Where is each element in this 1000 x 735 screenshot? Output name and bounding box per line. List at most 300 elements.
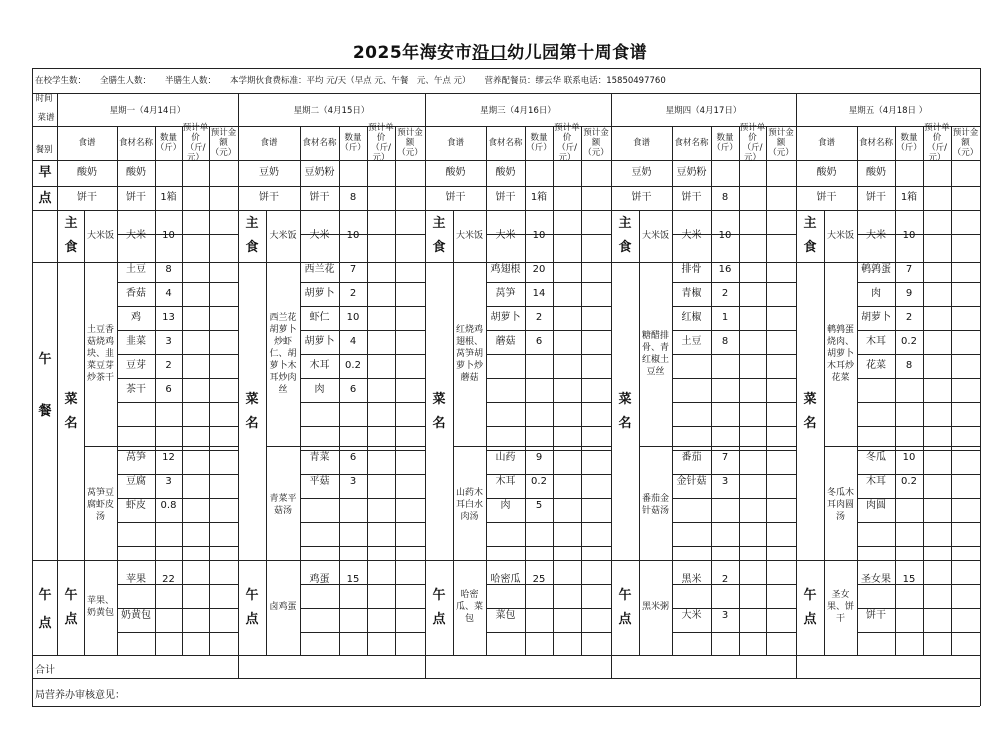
grid-line [395,126,396,655]
quantity: 7 [905,264,913,275]
ingredient: 冬瓜 [866,452,886,463]
ingredient: 豆奶粉 [676,167,707,178]
ingredient: 大米 [681,230,702,241]
dish-label: 名 [803,416,817,431]
dish-recipe: 鹌鹑蛋烧肉、胡萝卜木耳炒花菜 [827,325,855,383]
grid-line [300,546,425,547]
col-header: 预计金额（元） [397,128,423,158]
quantity: 6 [349,452,357,463]
grid-line [486,498,611,499]
dish-recipe: 土豆香菇烧鸡块、韭菜豆芽炒茶干 [87,325,115,383]
snack-recipe: 哈密瓜、菜包 [456,590,484,624]
grid-line [980,93,981,678]
snack-label: 午 [245,588,259,603]
grid-line [525,126,526,655]
staple-recipe: 大米饭 [269,231,297,241]
grid-line [486,306,611,307]
grid-line [300,426,425,427]
grid-line [209,126,210,655]
snack-label: 午 [432,588,446,603]
ingredient: 饼干 [681,192,702,203]
quantity: 7 [349,264,357,275]
staple-recipe: 大米饭 [455,231,483,241]
grid-line [672,426,796,427]
grid-line [672,546,796,547]
ingredient: 鸡 [131,312,141,323]
quantity: 4 [349,336,357,347]
col-header: 预计单价（斤/元） [924,123,950,163]
col-header: 数量（斤） [155,133,182,153]
quantity: 8 [905,360,913,371]
ingredient: 黑米 [681,574,702,585]
grid-line [425,93,426,678]
meal-label: 点 [38,616,52,631]
grid-line [32,706,980,707]
quantity: 15 [902,574,916,585]
grid-line [486,282,611,283]
quantity: 2 [721,574,729,585]
grid-line [857,306,980,307]
grid-line [639,210,640,655]
grid-line [611,93,612,678]
grid-line [300,354,425,355]
snack-recipe: 圣女果、饼干 [827,590,855,624]
staple-recipe: 大米饭 [641,231,669,241]
grid-line [300,474,425,475]
ingredient: 苹果 [126,574,146,585]
breakfast-recipe: 豆奶 [631,167,652,178]
ingredient: 哈密瓜 [490,574,521,585]
dish-recipe: 红烧鸡翅根、莴笋胡萝卜炒蘑菇 [456,325,484,383]
grid-line [32,68,980,69]
grid-line [300,306,425,307]
dish-label: 菜 [64,392,78,407]
grid-line [824,210,825,655]
grid-line [486,354,611,355]
ingredient: 青菜 [309,452,330,463]
day-header: 星期一（4月14日） [109,106,186,116]
dish-recipe: 莴笋豆腐虾皮汤 [87,488,115,522]
ingredient: 平菇 [309,476,330,487]
quantity: 10 [902,452,916,463]
staple-label: 食 [64,240,78,255]
breakfast-recipe: 酸奶 [77,167,97,178]
ingredient: 胡萝卜 [304,288,335,299]
grid-line [300,522,425,523]
grid-line [857,498,980,499]
grid-line [672,474,796,475]
quantity: 6 [165,384,172,395]
grid-line [32,93,980,94]
col-header: 食谱 [260,138,278,148]
col-header: 预计金额（元） [952,128,979,158]
grid-line [117,450,238,451]
grid-line [486,546,611,547]
ingredient: 大米 [681,610,702,621]
grid-line [857,354,980,355]
dish-label: 菜 [618,392,632,407]
grid-line [857,522,980,523]
grid-line [486,632,611,633]
quantity: 2 [905,312,913,323]
col-header: 食材名称 [302,138,337,148]
col-header: 食材名称 [674,138,709,148]
grid-line [117,546,238,547]
meal-label: 餐 [38,404,52,419]
staple-recipe: 大米饭 [826,231,854,241]
dish-label: 名 [618,416,632,431]
breakfast-recipe: 饼干 [445,192,466,203]
grid-line [857,126,858,655]
quantity: 1 [721,312,729,323]
grid-line [486,522,611,523]
grid-line [266,210,267,655]
snack-recipe: 黑米粥 [642,602,670,612]
snack-label: 点 [803,612,817,627]
grid-line [32,126,980,127]
grid-line [486,378,611,379]
col-header: 数量（斤） [340,133,366,153]
grid-line [117,330,238,331]
grid-line [672,402,796,403]
snack-label: 午 [618,588,632,603]
grid-line [117,632,238,633]
grid-line [117,608,238,609]
grid-line [300,402,425,403]
ingredient: 酸奶 [495,167,516,178]
grid-line [581,126,582,655]
ingredient: 胡萝卜 [861,312,891,323]
ingredient: 饼干 [495,192,516,203]
dish-label: 菜 [432,392,446,407]
ingredient: 大米 [495,230,516,241]
ingredient: 大米 [866,230,886,241]
ingredient: 豆芽 [126,360,146,371]
quantity: 2 [535,312,543,323]
total-label: 合计 [35,665,55,676]
breakfast-recipe: 饼干 [259,192,279,203]
grid-line [300,498,425,499]
page-title: 2025年海安市沿口幼儿园第十周食谱 [352,43,648,63]
info-item: 全膳生人数： [100,76,152,86]
breakfast-recipe: 饼干 [816,192,837,203]
grid-line [300,126,301,655]
staple-label: 食 [432,240,446,255]
ingredient: 红椒 [681,312,702,323]
meal-label: 点 [38,191,52,206]
corner-label: 时间 [35,94,53,104]
dish-label: 名 [245,416,259,431]
grid-line [857,450,980,451]
quantity: 4 [165,288,172,299]
breakfast-recipe: 酸奶 [816,167,837,178]
info-item: 本学期伙食费标准：平均 元/天（早点 元、午餐 元、午点 元） [230,76,471,86]
grid-line [553,126,554,655]
ingredient: 韭菜 [126,336,146,347]
grid-line [672,378,796,379]
ingredient: 饼干 [866,192,886,203]
breakfast-recipe: 豆奶 [259,167,279,178]
col-header: 数量（斤） [896,133,922,153]
ingredient: 西兰花 [304,264,335,275]
ingredient: 肉 [500,500,511,511]
quantity: 2 [721,288,729,299]
grid-line [672,354,796,355]
grid-line [32,560,980,561]
grid-line [486,402,611,403]
grid-line [857,330,980,331]
corner-label: 菜谱 [37,113,55,123]
quantity: 0.2 [345,360,361,371]
quantity: 9 [905,288,913,299]
grid-line [857,402,980,403]
ingredient: 圣女果 [861,574,891,585]
dish-recipe: 冬瓜木耳肉圆汤 [827,488,855,522]
ingredient: 饼干 [866,610,886,621]
quantity: 8 [349,192,357,203]
snack-recipe: 苹果、奶黄包 [87,596,115,618]
staple-recipe: 大米饭 [86,231,114,241]
grid-line [453,210,454,655]
grid-line [766,126,767,655]
quantity: 14 [532,288,546,299]
quantity: 1箱 [530,192,548,203]
grid-line [951,126,952,655]
ingredient: 排骨 [681,264,702,275]
grid-line [32,210,980,211]
quantity: 3 [349,476,357,487]
quantity: 3 [721,610,729,621]
grid-line [300,282,425,283]
ingredient: 肉圆 [866,500,886,511]
ingredient: 鸡蛋 [309,574,330,585]
ingredient: 肉 [314,384,325,395]
grid-line [182,126,183,655]
grid-line [453,446,611,447]
quantity: 10 [346,230,360,241]
grid-line [266,446,425,447]
quantity: 2 [165,360,172,371]
grid-line [672,608,796,609]
quantity: 3 [165,476,172,487]
quantity: 0.2 [901,336,917,347]
grid-line [117,474,238,475]
grid-line [32,160,980,161]
quantity: 6 [349,384,357,395]
col-header: 数量（斤） [526,133,552,153]
dish-label: 名 [432,416,446,431]
staple-label: 食 [245,240,259,255]
grid-line [117,498,238,499]
quantity: 0.2 [901,476,917,487]
col-header: 预计单价（斤/元） [368,123,394,163]
grid-line [84,210,85,655]
review-note: 局营养办审核意见： [35,690,125,701]
grid-line [486,450,611,451]
quantity: 10 [718,230,732,241]
ingredient: 酸奶 [866,167,886,178]
quantity: 13 [162,312,175,323]
col-header: 食材名称 [118,138,154,148]
quantity: 0.8 [160,500,177,511]
quantity: 15 [346,574,360,585]
grid-line [486,474,611,475]
snack-label: 午 [64,588,78,603]
ingredient: 胡萝卜 [490,312,521,323]
dish-label: 名 [64,416,78,431]
ingredient: 大米 [126,230,146,241]
quantity: 10 [532,230,546,241]
grid-line [857,632,980,633]
grid-line [300,330,425,331]
grid-line [486,330,611,331]
grid-line [238,93,239,678]
grid-line [672,522,796,523]
dish-label: 菜 [245,392,259,407]
ingredient: 青椒 [681,288,702,299]
grid-line [32,678,980,679]
dish-recipe: 糖醋排骨、青红椒土豆丝 [642,331,670,377]
ingredient: 鹌鹑蛋 [861,264,891,275]
snack-label: 点 [618,612,632,627]
grid-line [117,402,238,403]
quantity: 8 [721,336,729,347]
day-header: 星期三（4月16日） [480,106,556,116]
ingredient: 木耳 [495,476,516,487]
breakfast-recipe: 饼干 [77,192,97,203]
ingredient: 土豆 [126,264,146,275]
snack-label: 点 [64,612,78,627]
grid-line [672,306,796,307]
grid-line [300,378,425,379]
dish-label: 菜 [803,392,817,407]
staple-label: 食 [803,240,817,255]
ingredient: 虾皮 [126,500,146,511]
quantity: 10 [162,230,175,241]
grid-line [796,93,797,678]
grid-line [155,126,156,655]
grid-line [300,608,425,609]
ingredient: 豆腐 [126,476,146,487]
grid-line [672,498,796,499]
quantity: 3 [165,336,172,347]
col-header: 食材名称 [488,138,523,148]
ingredient: 莴笋 [495,288,516,299]
grid-line [672,126,673,655]
dish-recipe: 番茄金针菇汤 [642,494,670,516]
quantity: 5 [535,500,543,511]
ingredient: 肉 [871,288,881,299]
grid-line [857,282,980,283]
ingredient: 番茄 [681,452,702,463]
quantity: 0.2 [531,476,547,487]
staple-label: 主 [64,216,78,231]
ingredient: 金针菇 [676,476,707,487]
dish-recipe: 山药木耳白水肉汤 [456,488,484,522]
grid-line [923,126,924,655]
staple-label: 主 [432,216,446,231]
snack-label: 点 [432,612,446,627]
quantity: 10 [346,312,360,323]
grid-line [486,608,611,609]
grid-line [672,282,796,283]
staple-label: 主 [803,216,817,231]
meal-label: 早 [38,165,52,180]
breakfast-recipe: 饼干 [631,192,652,203]
meal-label: 午 [38,588,52,603]
col-header: 食谱 [632,138,651,148]
ingredient: 莴笋 [126,452,146,463]
day-header: 星期二（4月15日） [293,106,370,116]
col-header: 数量（斤） [712,133,738,153]
info-item: 在校学生数： [35,76,87,86]
grid-line [486,426,611,427]
quantity: 22 [162,574,175,585]
grid-line [367,126,368,655]
grid-line [32,262,980,263]
col-header: 预计金额（元） [210,128,237,158]
dish-recipe: 西兰花胡萝卜炒虾仁、胡萝卜木耳炒肉丝 [269,313,297,395]
corner-label: 餐别 [35,145,53,155]
info-item: 营养配餐员：缪云华 联系电话：15850497760 [484,76,666,86]
quantity: 2 [349,288,357,299]
ingredient: 茶干 [126,384,146,395]
grid-line [32,186,980,187]
quantity: 10 [902,230,916,241]
dish-recipe: 青菜平菇汤 [269,494,297,516]
quantity: 3 [721,476,729,487]
ingredient: 饼干 [126,192,146,203]
quantity: 8 [165,264,172,275]
quantity: 1箱 [900,192,918,203]
ingredient: 土豆 [681,336,702,347]
grid-line [672,632,796,633]
grid-line [895,126,896,655]
ingredient: 饼干 [309,192,330,203]
col-header: 预计单价（斤/元） [182,123,209,163]
grid-line [117,354,238,355]
grid-line [117,306,238,307]
grid-line [672,330,796,331]
col-header: 预计金额（元） [768,128,794,158]
quantity: 8 [721,192,729,203]
meal-label: 午 [38,352,52,367]
col-header: 食谱 [817,138,836,148]
grid-line [711,126,712,655]
day-header: 星期五（4月18日 ） [848,106,928,116]
grid-line [857,426,980,427]
ingredient: 酸奶 [126,167,146,178]
info-item: 半膳生人数： [165,76,217,86]
grid-line [117,378,238,379]
snack-label: 点 [245,612,259,627]
ingredient: 豆奶粉 [304,167,335,178]
ingredient: 虾仁 [309,312,330,323]
grid-line [824,446,980,447]
grid-line [739,126,740,655]
ingredient: 木耳 [309,360,330,371]
col-header: 食谱 [78,138,96,148]
ingredient: 山药 [495,452,516,463]
grid-line [486,126,487,655]
col-header: 食材名称 [858,138,894,148]
grid-line [300,632,425,633]
quantity: 25 [532,574,546,585]
staple-label: 食 [618,240,632,255]
ingredient: 奶黄包 [121,610,151,621]
ingredient: 菜包 [495,610,516,621]
staple-label: 主 [618,216,632,231]
